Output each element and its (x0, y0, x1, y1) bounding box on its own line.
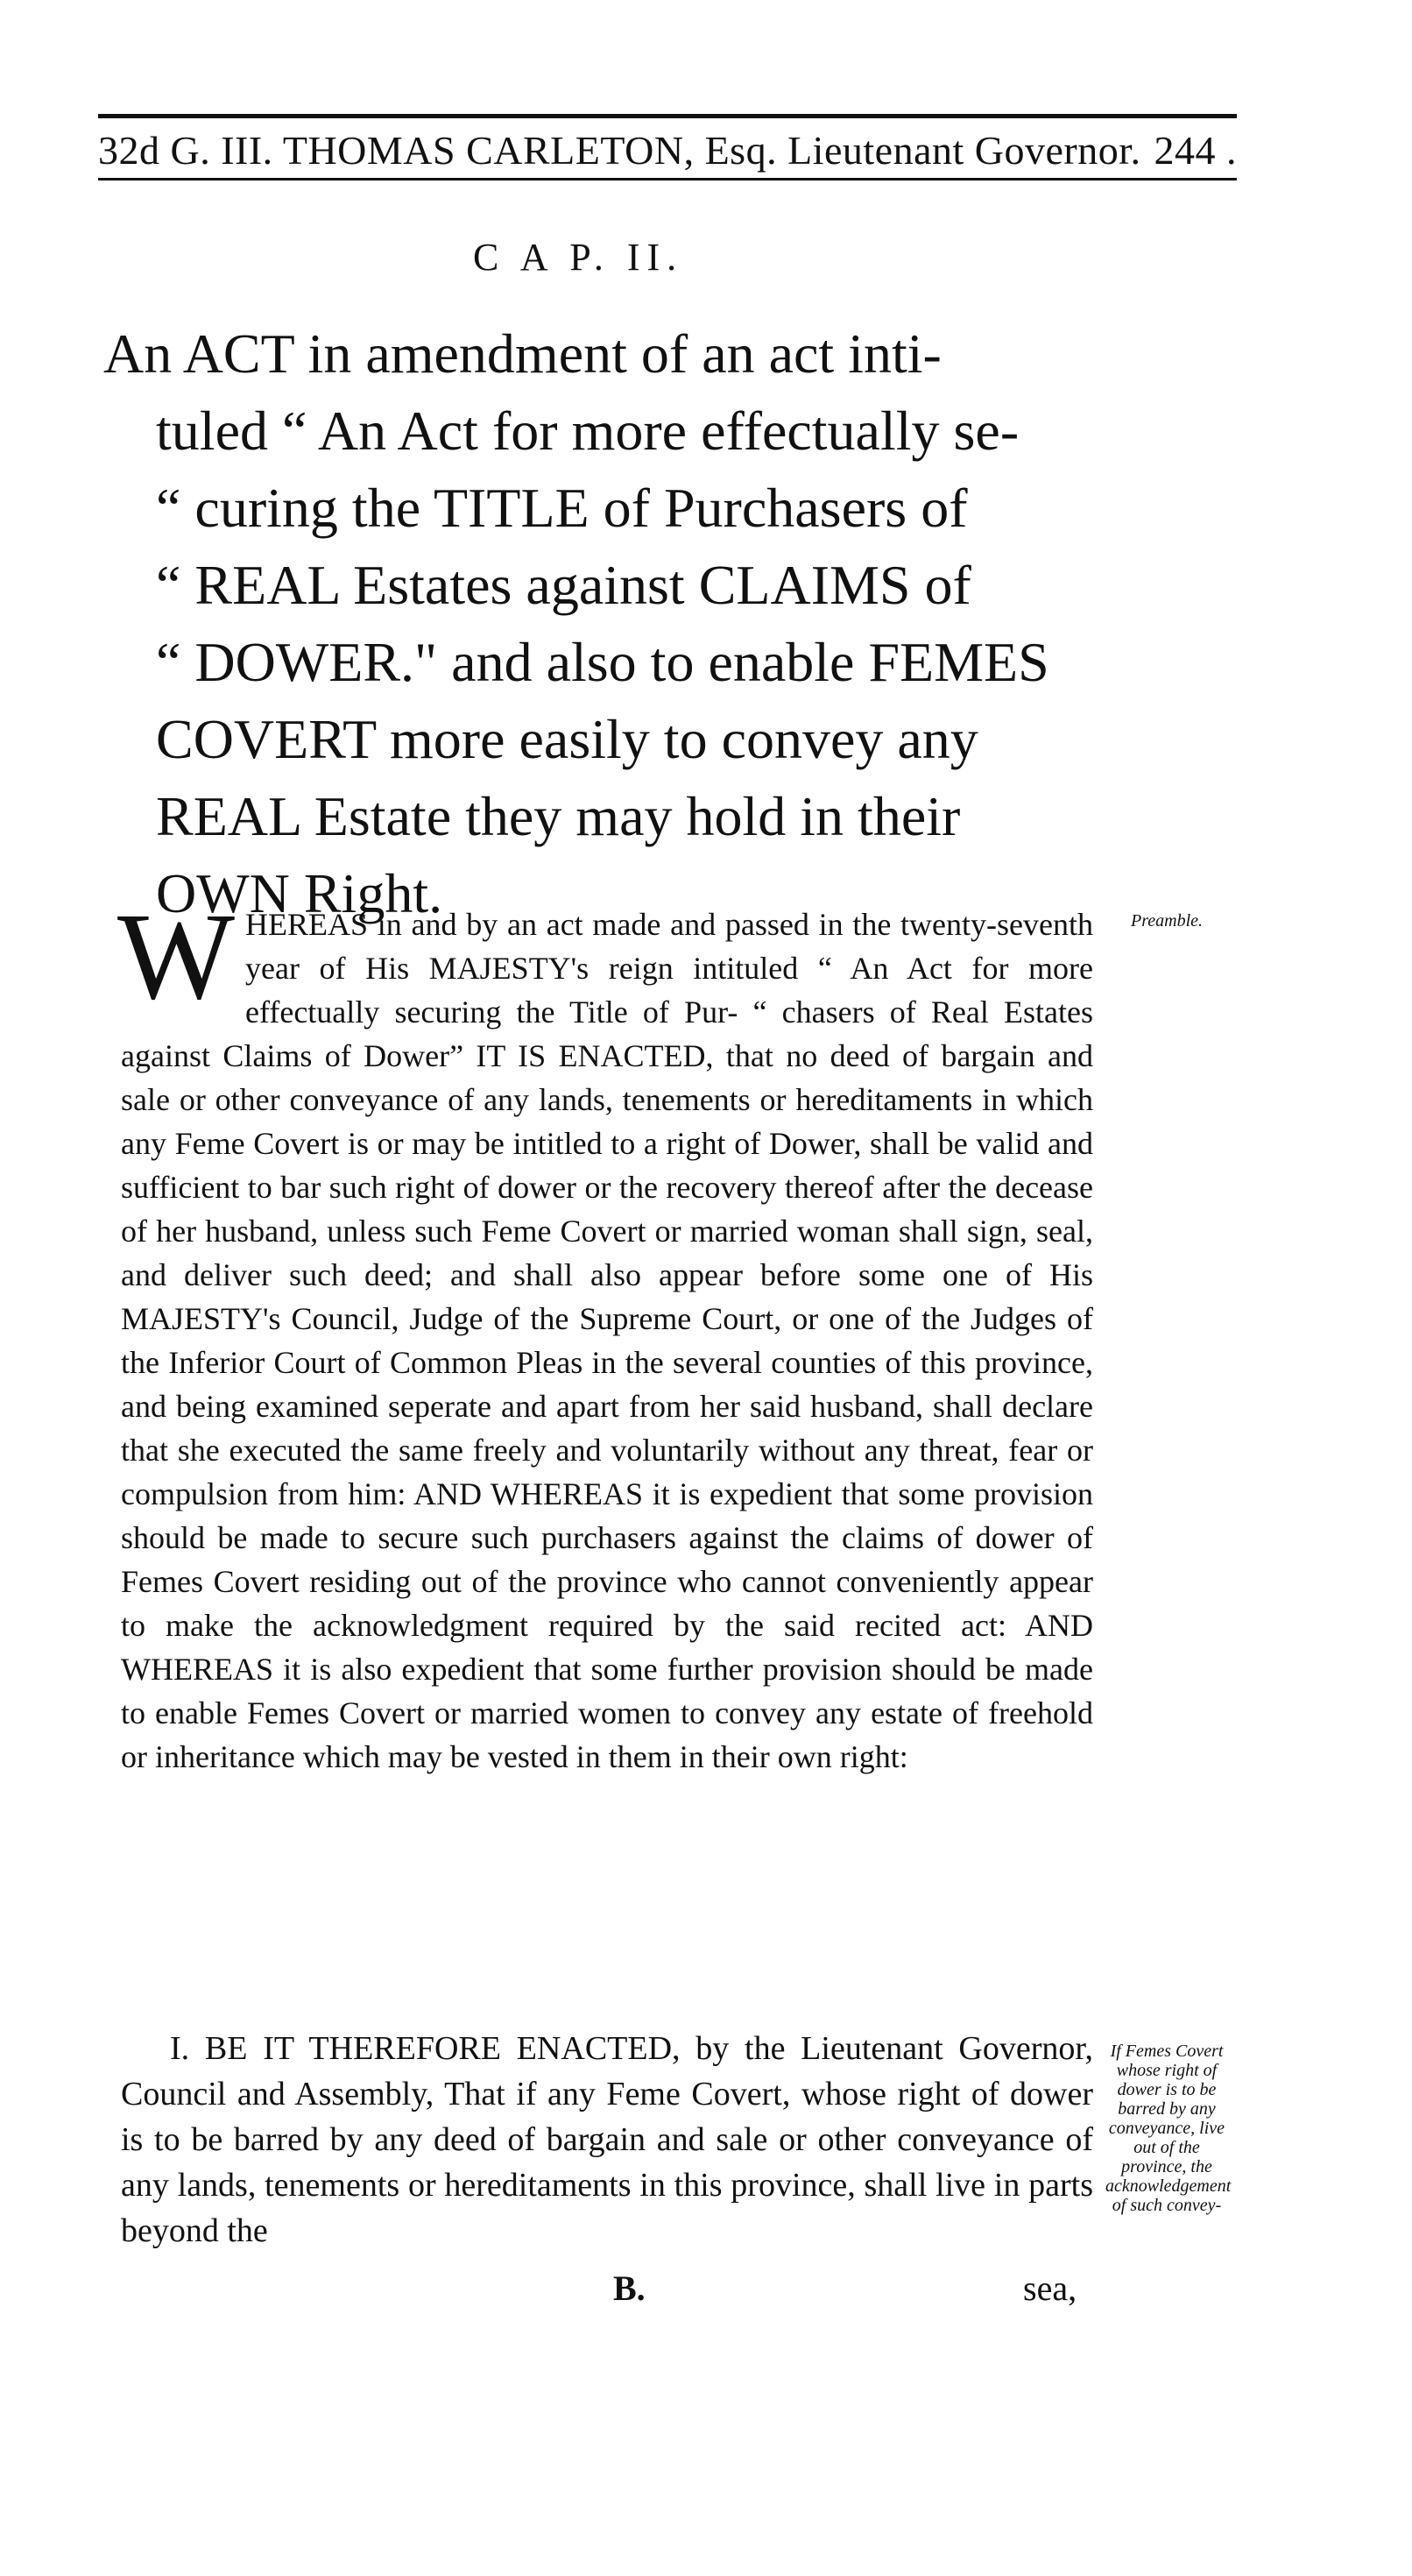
title-line: “ DOWER." and also to enable FEMES (156, 631, 1049, 693)
running-head-text: 32d G. III. THOMAS CARLETON, Esq. Lieutenant Governor. (98, 128, 1141, 173)
signature-mark: B. (613, 2268, 646, 2308)
section-1-text: I. BE IT THEREFORE ENACTED, by the Lieutenant Governor, Council and Assembly, That if any Feme Covert, whose right of dower is to be barred by any deed of bargain and sale or other conveyance of any lands, tenements or hereditaments in this province, shall live in parts beyond the (121, 2030, 1093, 2249)
act-title (103, 315, 1093, 932)
header-rule-top (98, 114, 1237, 118)
title-line: An ACT in amendment of an act inti- (103, 322, 942, 385)
preamble-paragraph (117, 887, 1093, 1779)
title-line: tuled “ An Act for more effectually se- (156, 400, 1020, 462)
title-line: “ REAL Estates against CLAIMS of (156, 554, 971, 616)
page-number: 244 . (1154, 128, 1237, 173)
title-line: COVERT more easily to convey any (156, 708, 978, 770)
preamble-text: HEREAS in and by an act made and passed in the twenty-seventh year of His MAJESTY's reign intituled “ An Act for more effectually securing the Title of Pur- “ chasers of Real Estates against Claims of Dower” IT IS ENACTED, that no deed of bargain and sale or other conveyance of any lands, tenements or hereditaments in which any Feme Covert is or may be intitled to a right of Dower, shall be valid and sufficient to bar such right of dower or the recovery thereof after the decease of her husband, unless such Feme Covert or married woman shall sign, seal, and deliver such deed; and shall also appear before some one of His MAJESTY's Council, Judge of the Supreme Court, or one of the Judges of the Inferior Court of Common Pleas in the several counties of this province, and being examined seperate and apart from her said husband, shall declare that she executed the same freely and voluntarily without any threat, fear or compulsion from him: AND WHEREAS it is expedient that some provision should be made to secure such purchasers against the claims of dower of Femes Covert residing out of the province who cannot conveniently appear to make the acknowledgment required by the said recited act: AND WHEREAS it is also expedient that some further provision should be made to enable Femes Covert or married women to convey any estate of freehold or inheritance which may be vested in them in their own right: (121, 907, 1093, 1774)
header-rule-bottom (98, 178, 1237, 180)
chapter-label: C A P. II. (473, 236, 684, 279)
catchword: sea, (1023, 2268, 1077, 2308)
margin-note-feme-covert: If Femes Covert whose right of dower is to be barred by any conveyance, live out of the province, the acknowledgement of such convey- (1105, 2042, 1232, 2215)
title-line: REAL Estate they may hold in their (156, 785, 961, 847)
drop-cap: W (117, 887, 236, 1025)
running-head (98, 126, 1237, 175)
title-line: OWN Right. (156, 862, 443, 924)
margin-note-preamble: Preamble. (1130, 911, 1203, 931)
title-line: “ curing the TITLE of Purchasers of (156, 477, 968, 539)
